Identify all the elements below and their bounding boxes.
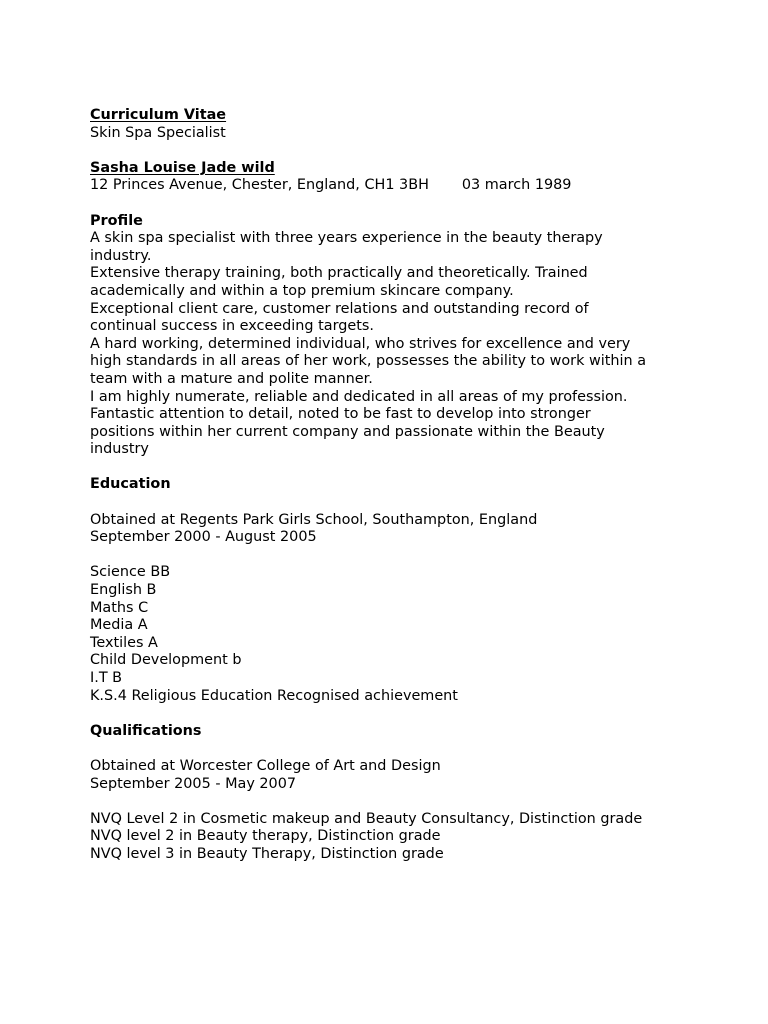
spacer bbox=[90, 705, 730, 723]
profile-line: high standards in all areas of her work, possesses the ability to work within a bbox=[90, 353, 647, 370]
education-institution: Obtained at Regents Park Girls School, Southampton, England bbox=[90, 511, 538, 528]
grade-item: English B bbox=[90, 582, 157, 599]
spacer bbox=[90, 459, 730, 477]
profile-heading: Profile bbox=[90, 212, 143, 229]
cv-document bbox=[90, 107, 730, 864]
grade-item: K.S.4 Religious Education Recognised achievement bbox=[90, 687, 458, 704]
profile-line: industry bbox=[90, 441, 149, 458]
grade-item: I.T B bbox=[90, 670, 123, 686]
profile-line: positions within her current company and passionate within the Beauty bbox=[90, 423, 605, 440]
qualifications-heading: Qualifications bbox=[90, 722, 202, 739]
spacer bbox=[90, 142, 730, 160]
address-line bbox=[90, 177, 730, 195]
profile-line: Extensive therapy training, both practically and theoretically. Trained bbox=[90, 265, 588, 282]
profile-line: I am highly numerate, reliable and dedicated in all areas of my profession. bbox=[90, 388, 628, 405]
spacer bbox=[90, 195, 730, 213]
qualification-item: NVQ Level 2 in Cosmetic makeup and Beauty Consultancy, Distinction grade bbox=[90, 810, 643, 827]
profile-line: A skin spa specialist with three years experience in the beauty therapy bbox=[90, 230, 603, 247]
qualifications-list bbox=[90, 811, 730, 864]
profile-line: continual success in exceeding targets. bbox=[90, 318, 374, 335]
cv-subtitle: Skin Spa Specialist bbox=[90, 124, 226, 141]
address: 12 Princes Avenue, Chester, England, CH1 3BH bbox=[90, 177, 429, 194]
spacer bbox=[90, 793, 730, 811]
qualifications-dates: September 2005 - May 2007 bbox=[90, 775, 297, 792]
grade-item: Textiles A bbox=[90, 634, 158, 651]
profile-line: Fantastic attention to detail, noted to be fast to develop into stronger bbox=[90, 406, 591, 423]
education-dates: September 2000 - August 2005 bbox=[90, 529, 317, 546]
grade-item: Maths C bbox=[90, 599, 149, 616]
profile-line: A hard working, determined individual, who strives for excellence and very bbox=[90, 335, 631, 352]
spacer bbox=[90, 740, 730, 758]
education-heading: Education bbox=[90, 476, 171, 493]
education-grades bbox=[90, 564, 730, 705]
profile-line: Exceptional client care, customer relations and outstanding record of bbox=[90, 300, 589, 317]
profile-section bbox=[90, 230, 730, 459]
profile-line: industry. bbox=[90, 247, 152, 264]
spacer bbox=[90, 494, 730, 512]
qualification-item: NVQ level 2 in Beauty therapy, Distinction grade bbox=[90, 828, 441, 845]
qualifications-institution: Obtained at Worcester College of Art and Design bbox=[90, 757, 441, 774]
date-of-birth: 03 march 1989 bbox=[461, 177, 572, 194]
spacer bbox=[90, 547, 730, 565]
candidate-name: Sasha Louise Jade wild bbox=[90, 159, 275, 176]
grade-item: Child Development b bbox=[90, 652, 242, 669]
grade-item: Media A bbox=[90, 617, 148, 634]
profile-line: team with a mature and polite manner. bbox=[90, 370, 373, 387]
qualification-item: NVQ level 3 in Beauty Therapy, Distinction grade bbox=[90, 845, 444, 862]
profile-line: academically and within a top premium skincare company. bbox=[90, 282, 514, 299]
cv-title: Curriculum Vitae bbox=[90, 107, 227, 123]
grade-item: Science BB bbox=[90, 564, 171, 581]
